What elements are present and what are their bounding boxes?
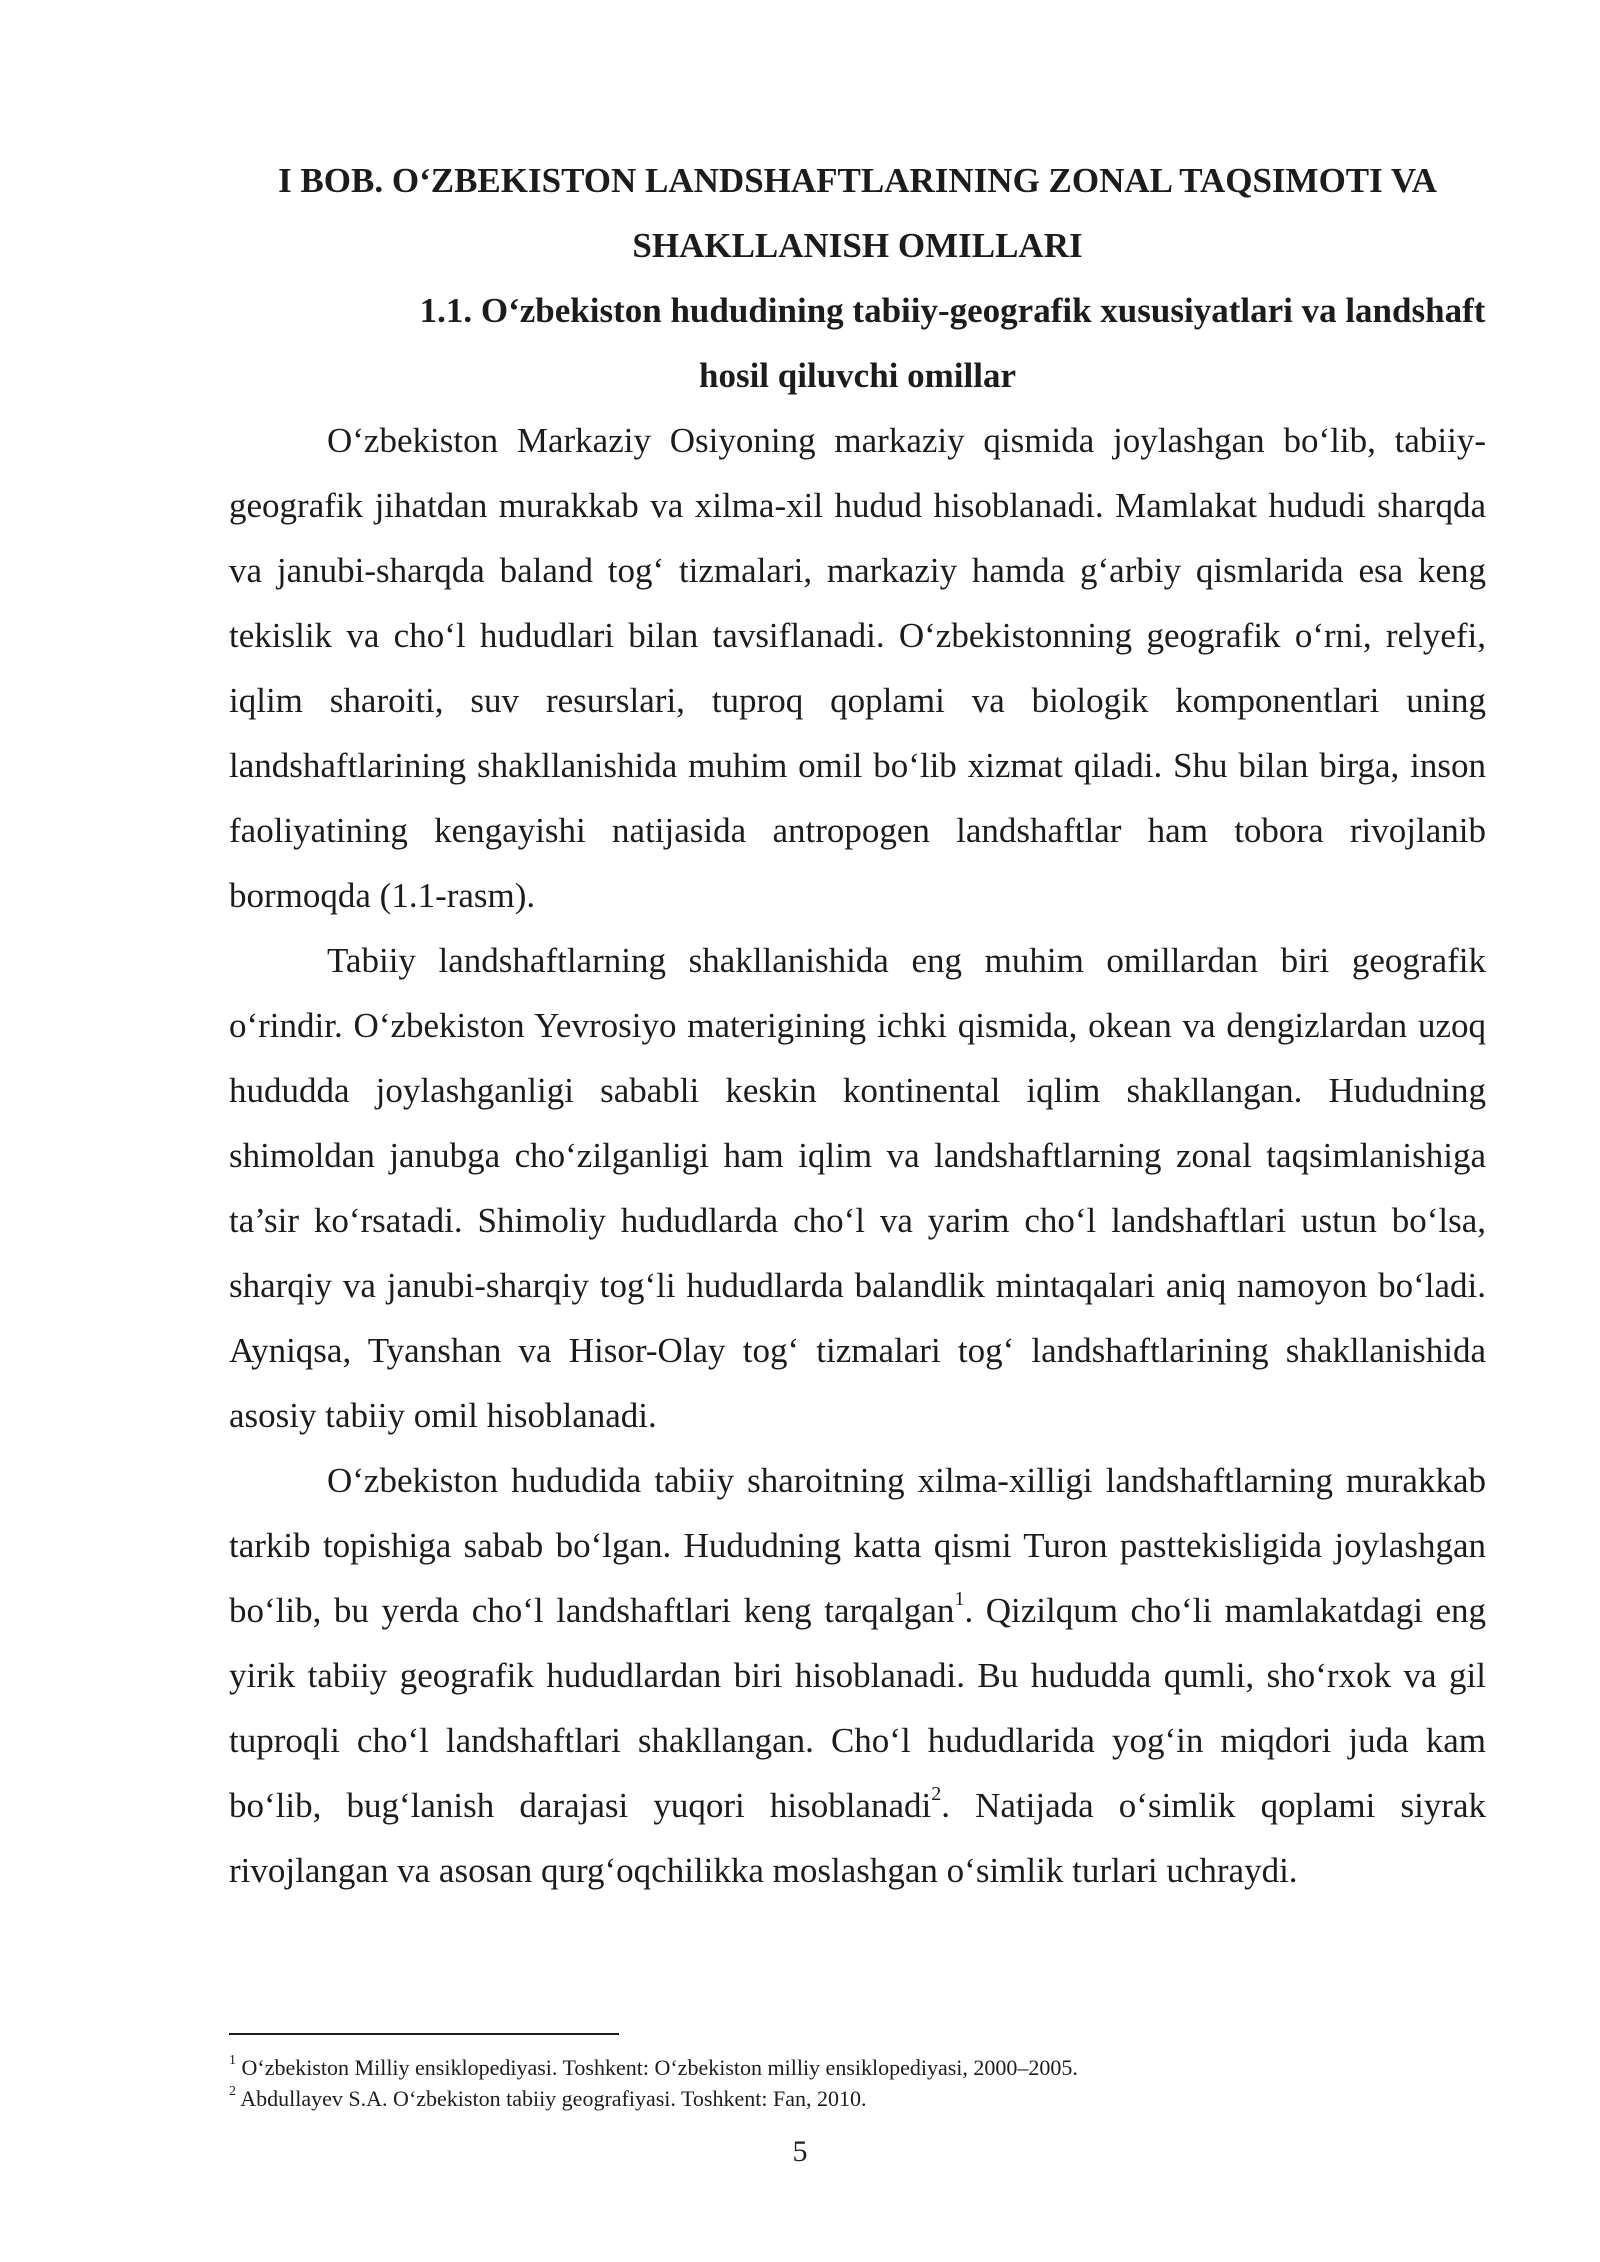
footnote-ref-2[interactable]: 2 xyxy=(931,1783,942,1806)
paragraph-3-part-b: . Qizilqum cho‘li mamlakatdagi eng yirik tabiiy geografik hududlardan biri hisoblanadi. Bu hududda qumli, sho‘rxok va gil tuproqli cho‘l landshaftlari shakllangan. Cho‘l hududlarida yog‘in miqdori juda kam bo‘lib, bug‘lanish darajasi yuqori hisoblanadi xyxy=(229,1591,1487,1825)
footnote-1 xyxy=(229,2052,1486,2083)
section-title-line-2: hosil qiluvchi omillar xyxy=(699,356,1016,395)
footnote-mark-1: 1 xyxy=(229,2052,236,2068)
paragraph-2: Tabiiy landshaftlarning shakllanishida eng muhim omillardan biri geografik o‘rindir. O‘zbekiston Yevrosiyo materigining ichki qismida, okean va dengizlardan uzoq hududda joylashganligi sababli keskin kontinental iqlim shakllangan. Hududning shimoldan janubga cho‘zilganligi ham iqlim va landshaftlarning zonal taqsimlanishiga ta’sir ko‘rsatadi. Shimoliy hududlarda cho‘l va yarim cho‘l landshaftlari ustun bo‘lsa, sharqiy va janubi-sharqiy tog‘li hududlarda balandlik mintaqalari aniq namoyon bo‘ladi. Ayniqsa, Tyanshan va Hisor-Olay tog‘ tizmalari tog‘ landshaftlarining shakllanishida asosiy tabiiy omil hisoblanadi. xyxy=(229,941,1486,1435)
paragraph-3-part-a: O‘zbekiston hududida tabiiy sharoitning xilma-xilligi landshaftlarning murakkab tarkib topishiga sabab bo‘lgan. Hududning katta qismi Turon pasttekisligida joylashgan bo‘lib, bu yerda cho‘l landshaftlari keng tarqalgan xyxy=(229,1461,1486,1630)
paragraph-1: O‘zbekiston Markaziy Osiyoning markaziy qismida joylashgan bo‘lib, tabiiy-geografik jihatdan murakkab va xilma-xil hudud hisoblanadi. Mamlakat hududi sharqda va janubi-sharqda baland tog‘ tizmalari, markaziy hamda g‘arbiy qismlarida esa keng tekislik va cho‘l hududlari bilan tavsiflanadi. O‘zbekistonning geografik o‘rni, relyefi, iqlim sharoiti, suv resurslari, tuproq qoplami va biologik komponentlari uning landshaftlarining shakllanishida muhim omil bo‘lib xizmat qiladi. Shu bilan birga, inson faoliyatining kengayishi natijasida antropogen landshaftlar ham tobora rivojlanib bormoqda (1.1-rasm). xyxy=(229,421,1486,915)
page-number: 5 xyxy=(792,2135,808,2168)
footnote-ref-1[interactable]: 1 xyxy=(954,1588,965,1611)
chapter-title-line-1: I BOB. O‘ZBEKISTON LANDSHAFTLARINING ZONAL TAQSIMOTI VA xyxy=(278,161,1437,200)
footnote-divider xyxy=(229,2033,619,2035)
footnotes xyxy=(229,2052,1486,2114)
footnote-2 xyxy=(229,2083,1486,2114)
paragraph-3-part-c: . Natijada o‘simlik qoplami siyrak rivojlangan va asosan qurg‘oqchilikka moslashgan o‘simlik turlari uchraydi. xyxy=(229,1786,1486,1890)
footnote-mark-2: 2 xyxy=(229,2083,236,2099)
section-title-line-1: 1.1. O‘zbekiston hududining tabiiy-geografik xususiyatlari va landshaft xyxy=(419,291,1486,330)
page-content xyxy=(229,148,1486,1903)
footnote-text-2: Abdullayev S.A. O‘zbekiston tabiiy geografiyasi. Toshkent: Fan, 2010. xyxy=(236,2086,867,2111)
footnote-text-1: O‘zbekiston Milliy ensiklopediyasi. Toshkent: O‘zbekiston milliy ensiklopediyasi, 2000–2005. xyxy=(236,2055,1078,2080)
paragraph-3 xyxy=(229,1448,1486,1903)
chapter-title-line-2: SHAKLLANISH OMILLARI xyxy=(632,226,1083,265)
